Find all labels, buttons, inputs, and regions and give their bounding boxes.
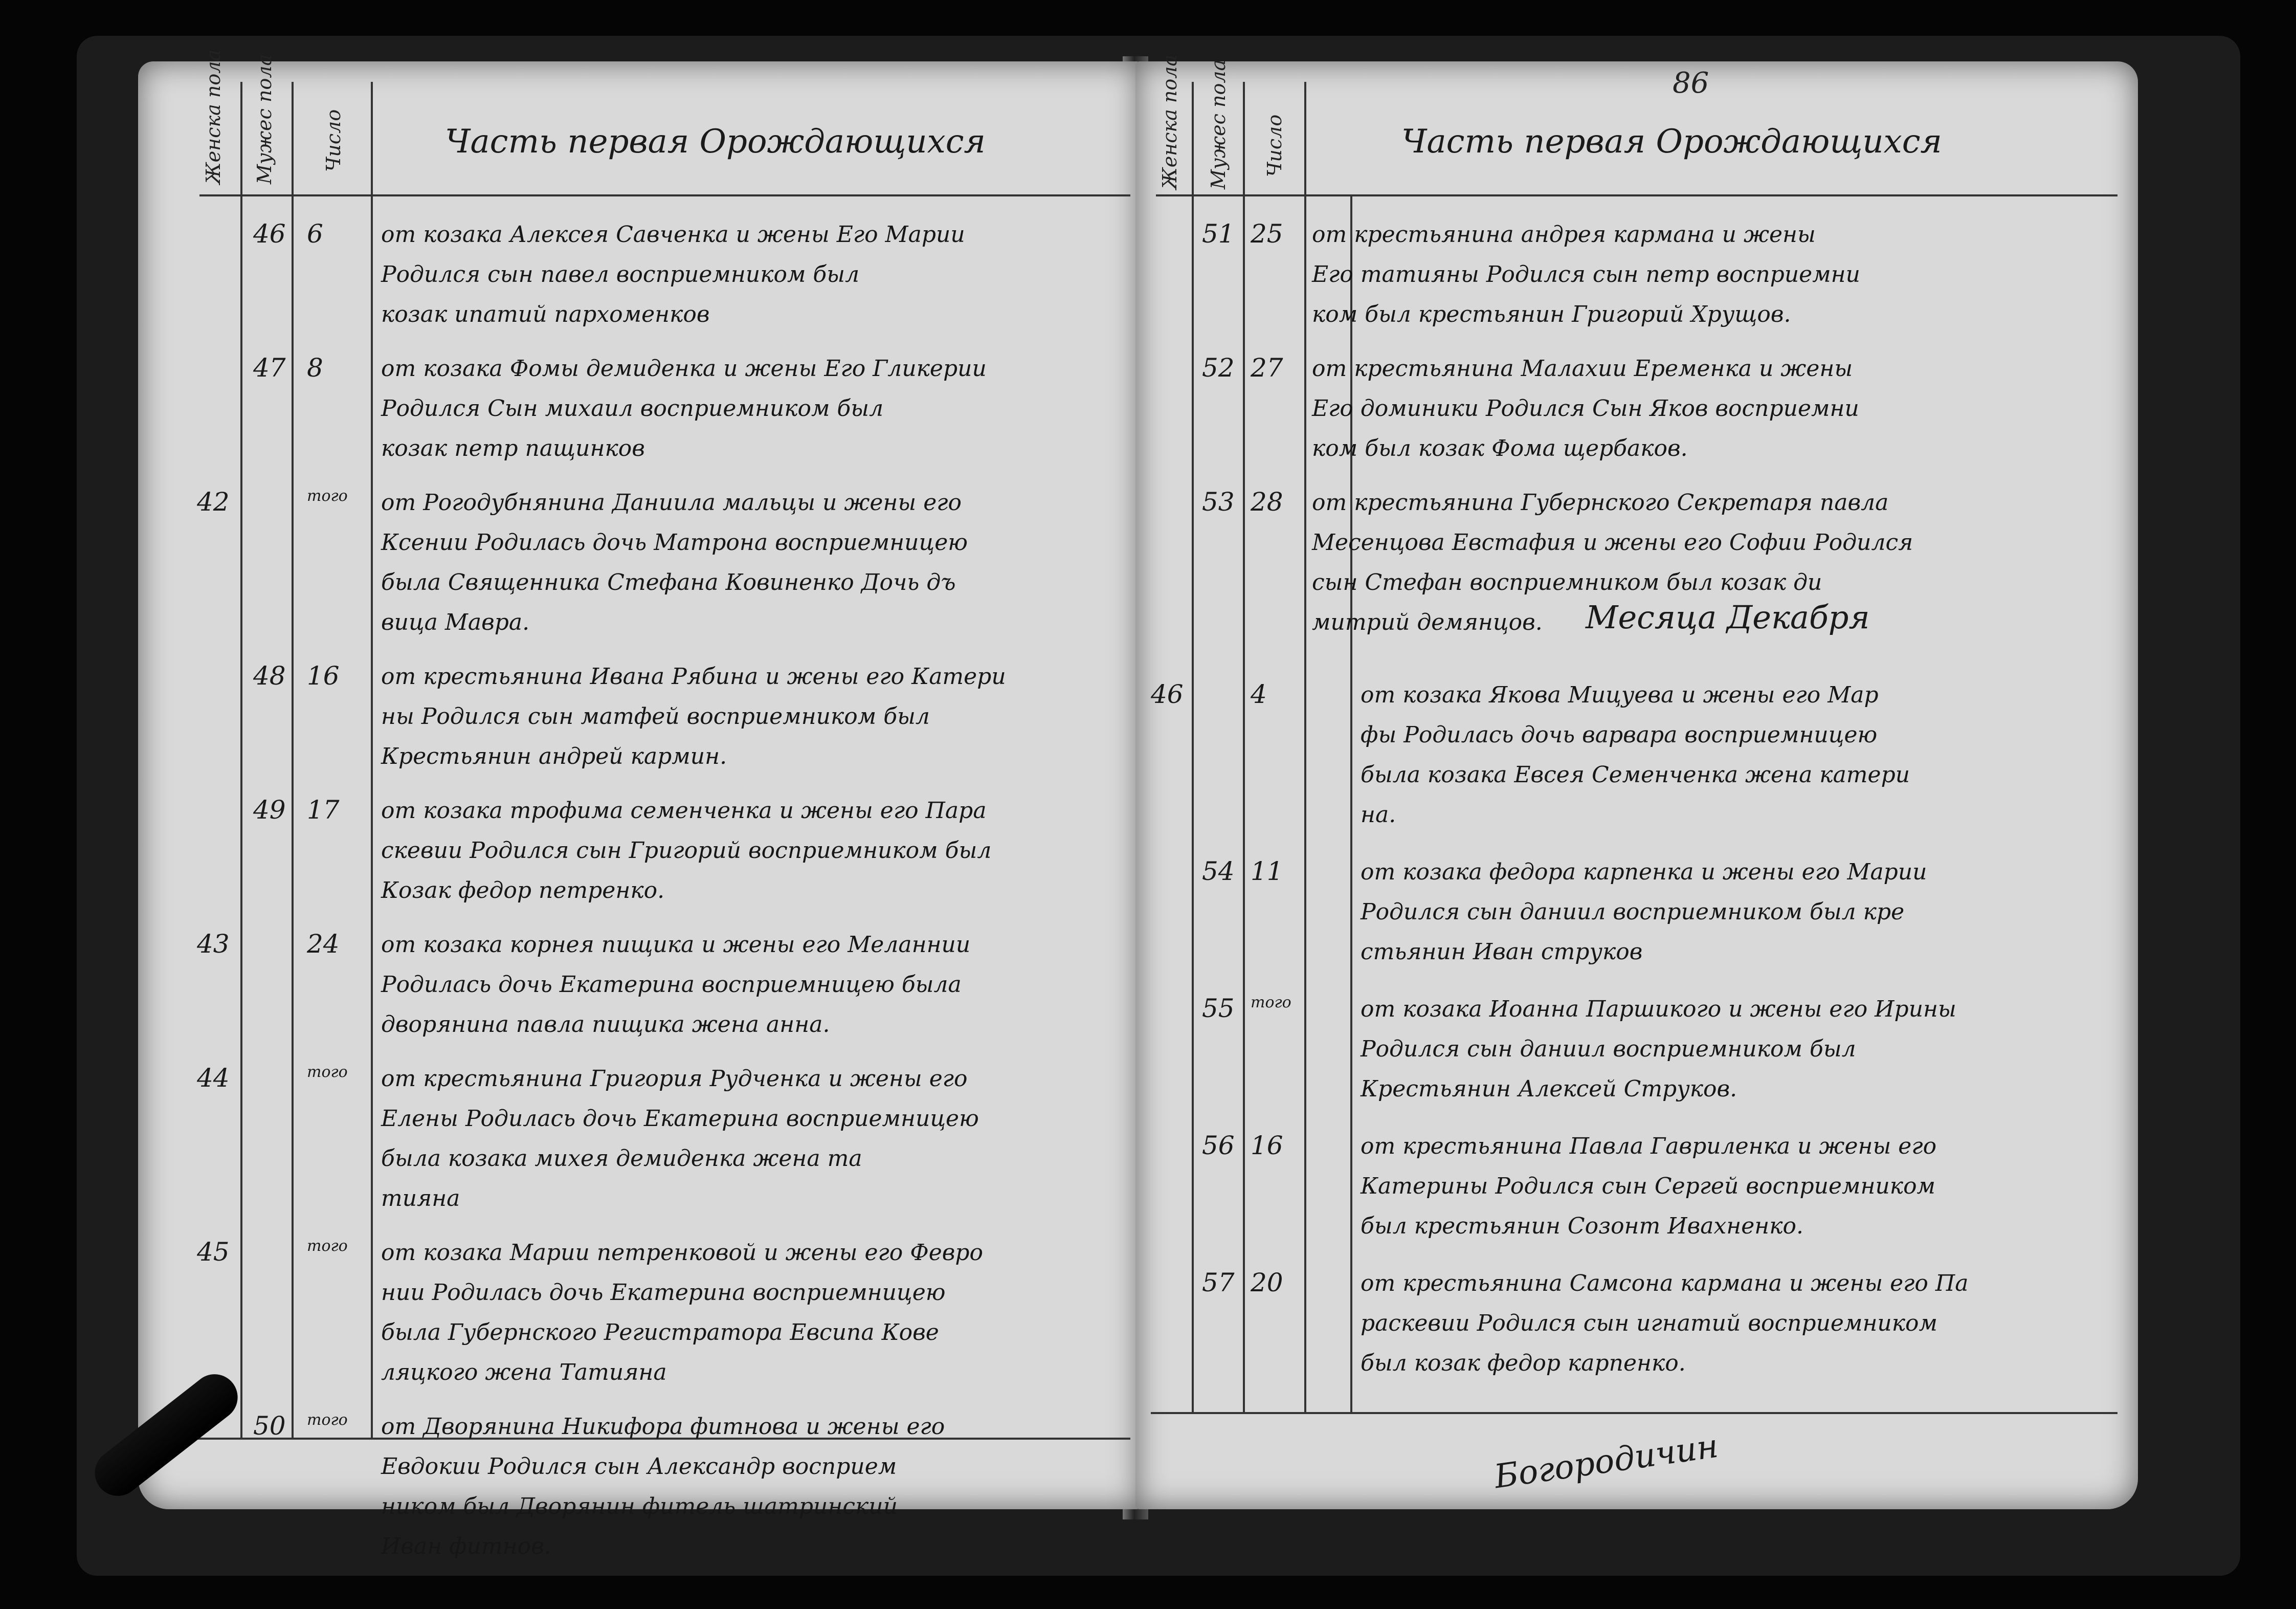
entry-line: сын Стефан восприемником был козак ди xyxy=(1312,569,1822,596)
entry-line: от козака Иоанна Паршикого и жены его Ирины xyxy=(1361,996,1956,1022)
entry-day: того xyxy=(307,1237,348,1255)
entry-text xyxy=(381,791,991,911)
right-col-rule-1 xyxy=(1192,82,1194,1412)
entry-text xyxy=(381,657,1006,777)
folio-number: 86 xyxy=(1673,67,1709,100)
entry-female-number: 45 xyxy=(197,1237,230,1267)
entry-line: была Губернского Регистратора Евсипа Кове xyxy=(381,1319,939,1346)
entry-line: на. xyxy=(1361,802,1396,828)
entry-male-number: 55 xyxy=(1202,994,1235,1023)
entry-line: Крестьянин Алексей Струков. xyxy=(1361,1076,1737,1102)
entry-line: скевии Родился сын Григорий восприемником был xyxy=(381,837,992,864)
entry-male-number: 48 xyxy=(253,661,286,691)
entry-text xyxy=(381,349,987,469)
left-col-rule-1 xyxy=(240,82,242,1438)
entry-text xyxy=(381,1233,983,1393)
entry-line: козак петр пащинков xyxy=(381,435,645,461)
entry-text xyxy=(1361,675,1910,835)
entry-male-number: 56 xyxy=(1202,1131,1235,1160)
entry-text xyxy=(1361,852,1927,972)
entry-male-number: 50 xyxy=(253,1411,286,1441)
right-col-header-female: Женска пола xyxy=(1158,54,1181,189)
entry-male-number: 51 xyxy=(1202,219,1235,249)
entry-line: Крестьянин андрей кармин. xyxy=(381,743,727,769)
entry-day: того xyxy=(307,1411,348,1429)
entry-line: Ксении Родилась дочь Матрона восприемницею xyxy=(381,530,968,556)
entry-line: Родилась дочь Екатерина восприемницею была xyxy=(381,972,962,998)
entry-day: 16 xyxy=(1251,1131,1283,1160)
entry-female-number: 44 xyxy=(197,1063,230,1093)
entry-day: 6 xyxy=(307,219,323,249)
entry-line: дворянина павла пищика жена анна. xyxy=(381,1011,830,1038)
entry-line: Козак федор петренко. xyxy=(381,877,665,903)
entry-line: от козака Марии петренковой и жены его Февро xyxy=(381,1240,984,1266)
entry-female-number: 43 xyxy=(197,929,230,959)
entry-text xyxy=(1361,989,1956,1109)
entry-line: Родился сын даниил восприемником был кре xyxy=(1361,899,1905,925)
left-page xyxy=(138,49,1141,1559)
footer-note: Богородичин xyxy=(1491,1427,1721,1496)
entry-text xyxy=(1361,1127,1936,1246)
right-page-title: Часть первая Орождающихся xyxy=(1401,123,1942,161)
entry-line: митрий демянцов. xyxy=(1312,609,1543,635)
entry-line: была Священника Стефана Ковиненко Дочь дъ xyxy=(381,569,956,596)
entry-male-number: 57 xyxy=(1202,1268,1235,1297)
entry-line: от Дворянина Никифора фитнова и жены его xyxy=(381,1414,945,1440)
entry-male-number: 47 xyxy=(253,353,286,383)
entry-line: от крестьянина Губернского Секретаря павла xyxy=(1312,490,1889,516)
entry-day: 25 xyxy=(1251,219,1283,249)
right-col-header-day: Число xyxy=(1263,114,1286,178)
entry-day: того xyxy=(1251,994,1291,1011)
entry-line: Евдокии Родился сын Александр восприем xyxy=(381,1453,897,1480)
entry-line: раскевии Родился сын игнатий восприемником xyxy=(1361,1310,1938,1336)
entry-line: от крестьянина Малахии Еременка и жены xyxy=(1312,356,1853,382)
entry-day: 11 xyxy=(1251,856,1283,886)
entry-line: вица Маврa. xyxy=(381,609,530,635)
entry-line: тияна xyxy=(381,1185,460,1211)
entry-line: от козака трофима семенченка и жены его Пара xyxy=(381,798,987,824)
entry-text xyxy=(1312,349,1859,469)
right-bottom-rule xyxy=(1151,1412,2117,1414)
entry-line: фы Родилась дочь варвара восприемницею xyxy=(1361,722,1878,748)
entry-day: 28 xyxy=(1251,487,1283,517)
entry-text xyxy=(1312,215,1860,335)
left-col-header-female: Женска пола xyxy=(202,49,225,184)
entry-text xyxy=(381,215,965,335)
entry-day: того xyxy=(307,487,348,505)
entry-line: нии Родилась дочь Екатерина восприемницею xyxy=(381,1280,946,1306)
entry-line: Его доминики Родился Сын Яков восприемни xyxy=(1312,395,1859,422)
left-col-rule-3 xyxy=(371,82,373,1438)
entry-line: от Рогодубнянина Даниила мальцы и жены его xyxy=(381,490,962,516)
right-col-header-male: Мужес пола xyxy=(1207,59,1230,189)
left-page-title: Часть первая Орождающихся xyxy=(445,123,986,161)
entry-line: ником был Дворянин фитель шатринский xyxy=(381,1493,898,1519)
entry-line: козак ипатий пархоменков xyxy=(381,301,710,327)
entry-female-number: 46 xyxy=(1151,679,1184,709)
entry-line: Родился Сын михаил восприемником был xyxy=(381,395,884,422)
entry-line: от козака Якова Мицуева и жены его Мар xyxy=(1361,682,1879,708)
entry-male-number: 49 xyxy=(253,795,286,825)
entry-day: 17 xyxy=(307,795,340,825)
entry-text xyxy=(381,1059,979,1219)
entry-line: от крестьянина Павла Гавриленка и жены его xyxy=(1361,1133,1937,1159)
entry-day: 20 xyxy=(1251,1268,1283,1297)
entry-line: была козака михея демиденка жена та xyxy=(381,1145,862,1172)
entry-line: от козака корнея пищика и жены его Меланнии xyxy=(381,932,971,958)
left-col-header-male: Мужес пола xyxy=(253,54,276,184)
left-col-header-day: Число xyxy=(322,109,345,172)
entry-line: от крестьянина Ивана Рябина и жены его Катери xyxy=(381,664,1006,690)
entry-line: был козак федор карпенко. xyxy=(1361,1350,1686,1376)
right-col-rule-2 xyxy=(1243,82,1245,1412)
entry-line: Родился сын даниил восприемником был xyxy=(1361,1036,1856,1062)
left-header-rule xyxy=(199,194,1130,196)
entry-male-number: 53 xyxy=(1202,487,1235,517)
entry-line: ны Родился сын матфей восприемником был xyxy=(381,703,930,730)
month-heading: Месяца Декабря xyxy=(1586,599,1870,636)
entry-line: от козака федора карпенка и жены его Марии xyxy=(1361,859,1927,885)
entry-day: 4 xyxy=(1251,679,1267,709)
entry-day: того xyxy=(307,1063,348,1081)
entry-line: Родился сын павел восприемником был xyxy=(381,261,860,288)
entry-day: 8 xyxy=(307,353,323,383)
entry-line: от козака Фомы демиденка и жены Его Гликерии xyxy=(381,356,987,382)
entry-line: Месенцова Евстафия и жены его Софии Родился xyxy=(1312,530,1913,556)
entry-line: была козака Евсея Семенченка жена катери xyxy=(1361,762,1910,788)
entry-line: от козака Алексея Савченка и жены Его Марии xyxy=(381,222,965,248)
right-col-rule-3 xyxy=(1304,82,1306,1412)
entry-line: от крестьянина андрея кармана и жены xyxy=(1312,222,1816,248)
entry-text xyxy=(381,483,968,643)
entry-line: Иван фитнов. xyxy=(381,1533,551,1559)
entry-male-number: 54 xyxy=(1202,856,1235,886)
entry-line: от крестьянина Григория Рудченка и жены его xyxy=(381,1066,968,1092)
entry-line: был крестьянин Созонт Ивахненко. xyxy=(1361,1213,1804,1239)
entry-male-number: 52 xyxy=(1202,353,1235,383)
entry-line: ком был козак Фома щербаков. xyxy=(1312,435,1688,461)
entry-text xyxy=(1361,1264,1969,1383)
entry-line: стьянин Иван струков xyxy=(1361,939,1643,965)
entry-text xyxy=(381,925,970,1045)
entry-male-number: 46 xyxy=(253,219,286,249)
entry-text xyxy=(381,1407,945,1567)
right-header-rule xyxy=(1156,194,2117,196)
entry-line: ком был крестьянин Григорий Хрущов. xyxy=(1312,301,1791,327)
entry-day: 16 xyxy=(307,661,340,691)
right-page xyxy=(1135,54,2138,1509)
entry-day: 24 xyxy=(307,929,340,959)
left-col-rule-2 xyxy=(292,82,294,1438)
entry-line: Катерины Родился сын Сергей восприемником xyxy=(1361,1173,1936,1199)
entry-line: Елены Родилась дочь Екатерина восприемницею xyxy=(381,1106,979,1132)
entry-female-number: 42 xyxy=(197,487,230,517)
entry-line: Его татияны Родился сын петр восприемни xyxy=(1312,261,1861,288)
entry-day: 27 xyxy=(1251,353,1283,383)
entry-line: от крестьянина Самсона кармана и жены его Па xyxy=(1361,1270,1969,1296)
entry-line: ляцкого жена Татияна xyxy=(381,1359,667,1385)
